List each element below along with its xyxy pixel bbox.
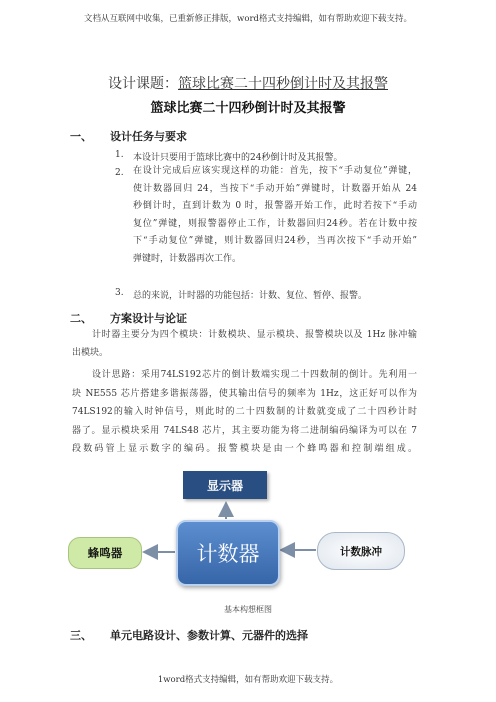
list-item-2-line: 秒倒计时，直到计数为 0 时，报警器开始工作，此时若按下“手动 xyxy=(133,201,417,211)
footer-note: 1word格式支持编辑，如有帮助欢迎下载支持。 xyxy=(157,675,339,685)
section1-number: 一、 xyxy=(70,130,92,143)
list-item-3-number: 3. xyxy=(115,288,124,298)
list-item-2-line: 弹键时，计数器再次工作。 xyxy=(133,253,242,264)
paragraph-line: 块 NE555 芯片搭建多谐振荡器，使其输出信号的频率为 1Hz，这正好可以作为 xyxy=(72,388,417,399)
paragraph-line: 出模块。 xyxy=(72,347,109,358)
display-module-label: 显示器 xyxy=(206,478,243,493)
paragraph-line: 段数码管上显示数字的编码。报警模块是由一个蜂鸣器和控制端组成。 xyxy=(72,444,417,454)
counter-module-box xyxy=(176,520,280,586)
buzzer-module-label: 蜂鸣器 xyxy=(87,546,123,560)
diagram-caption: 基本构想框图 xyxy=(224,605,272,614)
display-module-box xyxy=(183,471,267,499)
list-item-2-line: 下“手动复位”弹键，则计数器回归24秒，当再次按下“手动开始” xyxy=(133,236,417,246)
list-item-2-line: 复位”弹键，则报警器停止工作，计数器回归24秒。若在计数中按 xyxy=(133,218,417,229)
counter-module-label: 计数器 xyxy=(196,542,260,566)
section3-title: 单元电路设计、参数计算、元器件的选择 xyxy=(110,629,308,642)
buzzer-module-box xyxy=(68,537,142,569)
section1-title: 设计任务与要求 xyxy=(110,130,187,143)
list-item-2-line: 在设计完成后应该实现这样的功能：首先，按下“手动复位”弹键， xyxy=(133,166,417,176)
list-item-2-number: 2. xyxy=(115,168,124,178)
list-item-1-number: 1. xyxy=(115,150,124,160)
list-item-1-text: 本设计只要用于篮球比赛中的24秒倒计时及其报警。 xyxy=(133,153,343,163)
paragraph-line: 设计思路：采用74LS192芯片的倒计数端实现二十四数制的倒计。先利用一 xyxy=(92,370,417,380)
section2-title: 方案设计与论证 xyxy=(110,312,187,325)
section3-number: 三、 xyxy=(70,629,92,642)
section2-number: 二、 xyxy=(70,312,92,325)
paragraph-line: 计时器主要分为四个模块：计数模块、显示模块、报警模块以及 1Hz 脉冲输 xyxy=(92,330,417,340)
list-item-3-text: 总的来说，计时器的功能包括：计数、复位、暂停、报警。 xyxy=(133,291,368,301)
list-item-2-line: 使计数器回归 24，当按下“手动开始”弹键时，计数器开始从 24 xyxy=(133,183,417,194)
title-text: 篮球比赛二十四秒倒计时及其报警 xyxy=(178,76,388,92)
paragraph-line: 器了。显示模块采用 74LS48 芯片，其主要功能为将二进制编码编译为可以在 7 xyxy=(72,425,417,436)
pulse-module-box xyxy=(317,532,405,570)
paragraph-line: 74LS192的输入时钟信号，则此时的二十四数制的计数就变成了二十四秒计时 xyxy=(72,407,417,417)
pulse-module-label: 计数脉冲 xyxy=(340,545,382,558)
section3-heading xyxy=(70,627,308,643)
title-prefix: 设计课题： xyxy=(108,76,178,92)
header-note: 文档从互联网中收集，已重新修正排版，word格式支持编辑，如有帮助欢迎下载支持。 xyxy=(84,14,412,24)
subtitle: 篮球比赛二十四秒倒计时及其报警 xyxy=(150,101,346,116)
